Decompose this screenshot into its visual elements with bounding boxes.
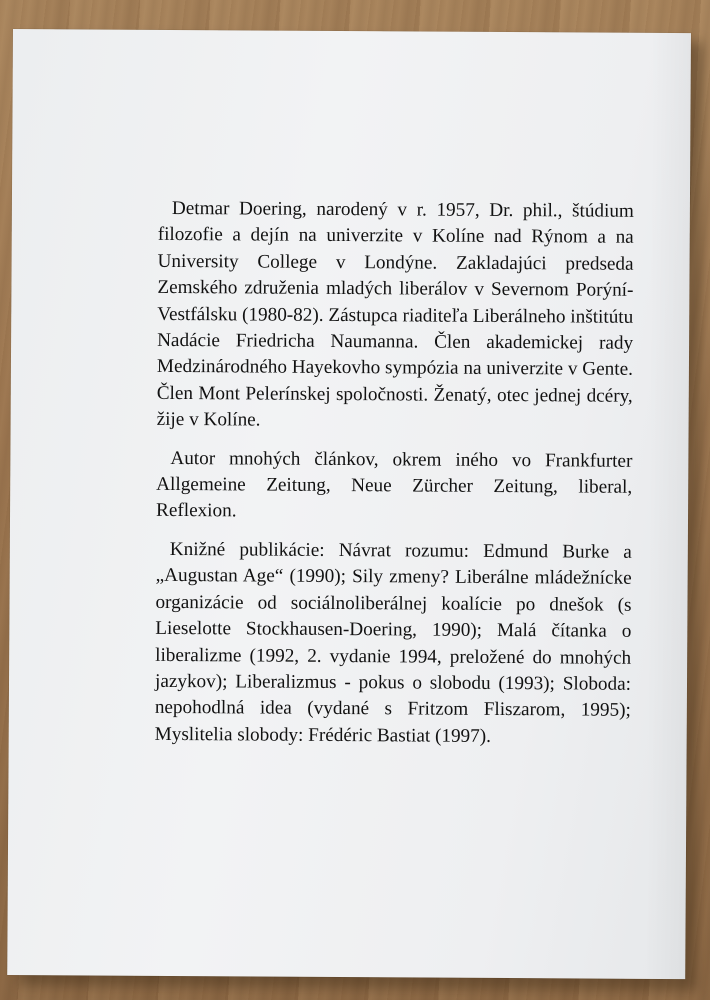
bio-paragraph: Detmar Doering, narodený v r. 1957, Dr. phil., štúdium filozofie a dejín na univerzite v Kolíne nad Rýnom a na University College v Londýne. Zakladajúci predseda Zemského združenia mladých liberálov v Severnom Porýní-Vestfálsku (1980-82). Zástupca riaditeľa Liberálneho inštitútu Nadácie Friedricha Naumanna. Člen akademickej rady Medzinárodného Hayekovho sympózia na univerzite v Gente. Člen Mont Pelerínskej spoločnosti. Ženatý, otec jednej dcéry, žije v Kolíne.	[156, 197, 634, 431]
author-bio-text	[155, 196, 634, 763]
publications-paragraph: Knižné publikácie: Návrat rozumu: Edmund Burke a „Augustan Age“ (1990); Sily zmeny? Liberálne mládežnícke organizácie od sociálnoliberálnej koalície po dnešok (s Lieselotte Stockhausen-Doering, 1990); Malá čítanka o liberalizme (1992, 2. vydanie 1994, preložené do mnohých jazykov); Liberalizmus - pokus o slobodu (1993); Sloboda: nepohodlná idea (vydané s Fritzom Fliszarom, 1995); Myslitelia slobody: Frédéric Bastiat (1997).	[154, 538, 632, 747]
book-back-cover	[7, 29, 691, 979]
articles-paragraph: Autor mnohých článkov, okrem iného vo Frankfurter Allgemeine Zeitung, Neue Zürcher Zeitung, liberal, Reflexion.	[155, 447, 633, 522]
